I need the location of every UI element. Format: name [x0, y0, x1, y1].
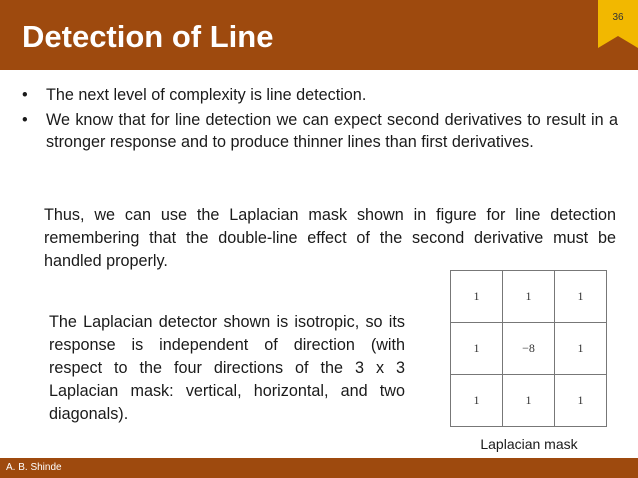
author-name: A. B. Shinde: [6, 462, 62, 473]
bullet-marker: •: [22, 111, 28, 129]
mask-cell: 1: [451, 323, 503, 375]
mask-cell: 1: [451, 271, 503, 323]
slide-title: Detection of Line: [22, 19, 274, 54]
footer-bar: [0, 458, 638, 478]
isotropic-note-paragraph: The Laplacian detector shown is isotropic, so its response is independent of direction (with respect to the four directions of the 3 x 3 Laplacian mask: vertical, horizontal, and two diagonals).: [49, 313, 405, 423]
laplacian-usage-paragraph: Thus, we can use the Laplacian mask shown in figure for line detection remembering that the double-line effect of the second derivative must be handled properly.: [44, 206, 616, 270]
laplacian-mask-table: [450, 270, 607, 427]
bullet-list: [22, 84, 618, 156]
mask-cell: 1: [555, 375, 607, 427]
badge-shape: [598, 0, 638, 48]
mask-cell: 1: [555, 271, 607, 323]
mask-row: [451, 323, 607, 375]
mask-cell-center: −8: [503, 323, 555, 375]
mask-cell: 1: [451, 375, 503, 427]
bullet-item: [22, 84, 618, 106]
mask-row: [451, 271, 607, 323]
bullet-marker: •: [22, 86, 28, 104]
mask-caption: Laplacian mask: [480, 436, 578, 452]
mask-cell: 1: [503, 375, 555, 427]
slide-number: 36: [612, 12, 624, 23]
bullet-text: The next level of complexity is line detection.: [46, 86, 367, 104]
mask-cell: 1: [555, 323, 607, 375]
mask-cell: 1: [503, 271, 555, 323]
bullet-item: [22, 109, 618, 153]
slide-number-badge: [598, 0, 638, 48]
mask-row: [451, 375, 607, 427]
bullet-text: We know that for line detection we can expect second derivatives to result in a stronger response and to produce thinner lines than first derivatives.: [46, 111, 618, 151]
